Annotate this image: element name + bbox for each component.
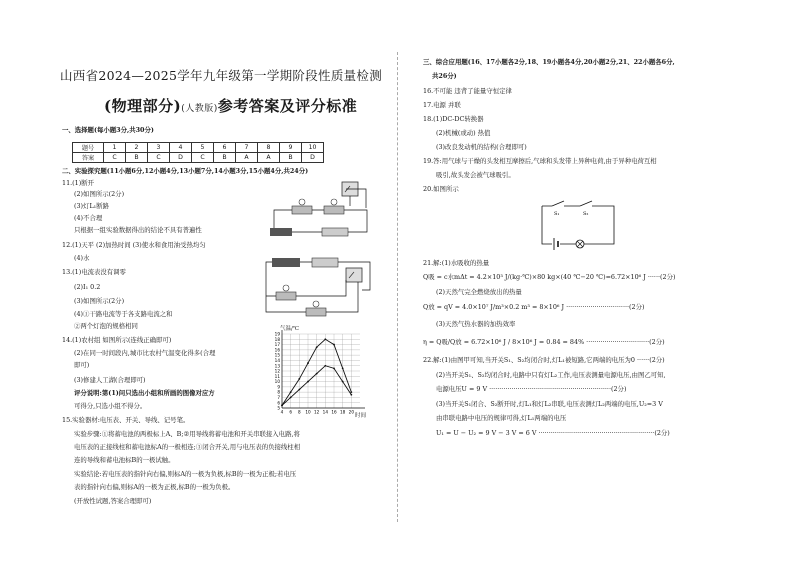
- chart-y-tick-label: 17: [274, 342, 280, 348]
- chart-y-tick-label: 12: [274, 368, 280, 374]
- chart-point: [298, 378, 300, 380]
- switch-s1-icon: [552, 201, 564, 206]
- chart-point: [316, 373, 318, 375]
- q13-circuit-figure: [262, 250, 382, 325]
- answer-line: Q吸 = c水mΔt = 4.2×10³ J/(kg·℃)×80 kg×(40 ℃−20 ℃)=6.72×10⁶ J ······(2分): [423, 273, 676, 281]
- table-cell: A: [258, 153, 280, 163]
- answer-line: 12.(1)天平 (2)加热时间 (3)使水和食用油受热均匀: [62, 241, 206, 249]
- chart-y-tick-label: 19: [274, 331, 280, 337]
- table-cell: 8: [258, 143, 280, 153]
- chart-y-tick-label: 14: [274, 358, 280, 364]
- chart-point: [350, 394, 352, 396]
- table-cell: 5: [192, 143, 214, 153]
- chart-y-tick-label: 10: [274, 379, 280, 385]
- table-row: [73, 153, 324, 163]
- chart-x-tick-label: 12: [313, 409, 320, 415]
- answer-line: 22.解:(1)由图甲可知,当开关S₁、S₂均闭合时,灯L₁被短路,它两端的电压为0 ······(2分): [423, 356, 665, 364]
- battery-icon: [270, 228, 292, 236]
- chart-x-tick-label: 18: [339, 409, 346, 415]
- table-cell: B: [214, 153, 236, 163]
- column-divider: [397, 52, 398, 522]
- switch-icon: [322, 228, 348, 236]
- answer-line: 18.(1)DC-DC转换器: [423, 115, 484, 123]
- answer-line: 17.电源 并联: [423, 101, 461, 109]
- answer-line: (4)水: [74, 254, 90, 262]
- lamp-l1-icon: [276, 292, 296, 300]
- table-cell: C: [192, 153, 214, 163]
- circuit-label-s2: S₂: [583, 211, 589, 217]
- chart-point: [307, 381, 309, 383]
- answer-line: 实验结论:若电压表的指针向右偏,则标A的一极为负极,标B的一极为正极;若电压: [74, 470, 297, 478]
- switch-s2-icon: [580, 201, 592, 206]
- answer-line: (3)当开关S₁闭合、S₂断开时,灯L₁和灯L₂串联,电压表测灯L₂两端的电压,U₂=3 V: [436, 400, 663, 408]
- chart-point: [333, 367, 335, 369]
- chart-point: [333, 344, 335, 346]
- chart-svg: [268, 326, 368, 418]
- table-cell: 题号: [73, 143, 104, 153]
- chart-x-tick-label: 20: [348, 409, 355, 415]
- table-cell: A: [236, 153, 258, 163]
- chart-y-tick-label: 9: [277, 384, 280, 390]
- answer-line: (3)改良发动机的结构(合理即可): [436, 143, 527, 151]
- answer-table: [72, 142, 324, 163]
- answer-line: 11.(1)断开: [62, 179, 94, 187]
- chart-y-tick-label: 13: [274, 363, 280, 369]
- battery-icon: [272, 258, 300, 267]
- table-cell: C: [104, 153, 126, 163]
- temperature-chart: [268, 326, 368, 418]
- answer-line: (3)修建人工湖(合理即可): [74, 376, 146, 384]
- chart-point: [298, 389, 300, 391]
- chart-y-tick-label: 5: [277, 405, 280, 411]
- table-row: [73, 143, 324, 153]
- table-cell: 2: [126, 143, 148, 153]
- chart-y-tick-label: 7: [277, 395, 280, 401]
- answer-line: (2)在同一时间段内,城市比农村气温变化得多(合理: [74, 349, 216, 357]
- answer-line: (开放性试题,答案合理即可): [74, 497, 152, 505]
- answer-line: Q放 = qV = 4.0×10⁷ J/m³×0.2 m³ = 8×10⁶ J ·······························(2分): [423, 303, 645, 311]
- answer-line: 实验步骤:①将蓄电池的两极标上A、B;②用导线将蓄电池和开关串联接入电路,将: [74, 430, 300, 438]
- chart-point: [290, 397, 292, 399]
- answer-line: (2)如图所示(2分): [74, 190, 125, 198]
- answer-line: 15.实验器材:电压表、开关、导线、记号笔。: [62, 416, 190, 424]
- table-cell: 1: [104, 143, 126, 153]
- chart-y-tick-label: 16: [274, 347, 280, 353]
- table-cell: B: [126, 153, 148, 163]
- answer-line: 连的导线和蓄电池标B的一极试触。: [74, 456, 175, 464]
- document-title: 山西省2024—2025学年九年级第一学期阶段性质量检测: [60, 68, 383, 83]
- table-cell: 10: [302, 143, 324, 153]
- answer-line: 13.(1)电流表没有调零: [62, 268, 126, 276]
- answer-line: 由串联电路中电压的规律可得,灯L₁两端的电压: [436, 414, 567, 422]
- chart-y-tick-label: 8: [277, 389, 280, 395]
- answer-line: (2)当开关S₁、S₂均闭合时,电路中只有灯L₂工作,电压表测量电源电压,由图乙可知,: [436, 371, 666, 379]
- chart-point: [316, 346, 318, 348]
- table-cell: B: [280, 153, 302, 163]
- chart-x-tick-label: 4: [280, 409, 284, 415]
- answer-line: 吸引,故头发会被气球吸引。: [436, 171, 515, 179]
- switch-icon: [312, 258, 338, 267]
- section1-heading: 一、选择题(每小题3分,共30分): [62, 126, 154, 134]
- lamp-l2-icon: [306, 308, 326, 316]
- table-cell: 6: [214, 143, 236, 153]
- chart-x-tick-label: 8: [297, 409, 301, 415]
- answer-line: (4)不合理: [74, 214, 103, 222]
- answer-line: 14.(1)农村组 如图所示(连线正确即可): [62, 336, 172, 344]
- chart-point: [324, 365, 326, 367]
- answer-line: 20.如图所示: [423, 185, 459, 193]
- answer-line: (2)I₁ 0.2: [74, 283, 101, 291]
- chart-y-tick-label: 11: [274, 373, 280, 379]
- table-cell: D: [302, 153, 324, 163]
- chart-x-tick-label: 6: [289, 409, 293, 415]
- subtitle-rest: 参考答案及评分标准: [217, 97, 358, 115]
- answer-line: 19.答:用气球与干燥的头发相互摩擦后,气球和头发带上异种电荷,由于异种电荷互相: [423, 157, 657, 165]
- document-subtitle: [104, 95, 357, 116]
- chart-x-tick-label: 10: [305, 409, 311, 415]
- answer-line: 电源电压U = 9 V ····························································(2分): [436, 385, 627, 393]
- chart-x-axis-label: 时间: [355, 413, 367, 419]
- answer-line: 评分说明:第(1)问只选出小组和所画的图像对应方: [74, 389, 215, 397]
- answer-line: 电压表的正接线柱和蓄电池标A的一极相连;③闭合开关,用与电压表的负接线柱相: [74, 443, 301, 451]
- q11-circuit-figure: [262, 178, 382, 248]
- answer-line: ②两个灯泡的规格相同: [74, 322, 138, 330]
- chart-y-tick-label: 6: [277, 400, 280, 406]
- chart-point: [290, 391, 292, 393]
- table-cell: 答案: [73, 153, 104, 163]
- chart-x-tick-label: 14: [322, 409, 329, 415]
- table-cell: 9: [280, 143, 302, 153]
- table-cell: 7: [236, 143, 258, 153]
- answer-line: 即可): [74, 361, 90, 369]
- chart-point: [324, 338, 326, 340]
- answer-line: (3)灯L₁断路: [74, 202, 110, 210]
- chart-point: [281, 404, 283, 406]
- answer-line: (2)机械(或动) 热值: [436, 129, 491, 137]
- ammeter-icon: [346, 268, 362, 282]
- section2-heading: 二、实验探究题(11小题6分,12小题4分,13小题7分,14小题3分,15小题4分,共24分): [62, 167, 309, 175]
- answer-line: (2)天然气完全燃烧放出的热量: [436, 288, 522, 296]
- subtitle-main: (物理部分): [104, 97, 182, 115]
- table-cell: 4: [170, 143, 192, 153]
- chart-y-tick-label: 18: [274, 336, 280, 342]
- lamp-l2-icon: [324, 206, 344, 214]
- section3-heading-cont: 共26分): [432, 72, 457, 80]
- lamp-l1-icon: [292, 206, 312, 214]
- answer-line: 16.不可能 违背了能量守恒定律: [423, 87, 512, 95]
- chart-point: [342, 381, 344, 383]
- chart-point: [350, 391, 352, 393]
- table-cell: C: [148, 153, 170, 163]
- table-cell: 3: [148, 143, 170, 153]
- subtitle-edition: (人教版): [181, 104, 218, 114]
- section3-heading: 三、综合应用题(16、17小题各2分,18、19小题各4分,20小题2分,21、22小题各6分,: [423, 58, 675, 66]
- answer-line: (3)天然气热水器的加热效率: [436, 320, 516, 328]
- answer-line: 只根据一组实验数据得出的结论不具有普遍性: [74, 226, 202, 234]
- answer-line: (3)如图所示(2分): [74, 297, 125, 305]
- answer-line: η = Q吸/Q放 = 6.72×10⁶ J / 8×10⁶ J = 0.84 = 84% ·······························(2分): [423, 338, 665, 346]
- table-cell: D: [170, 153, 192, 163]
- q20-circuit-diagram: [538, 198, 618, 252]
- chart-y-tick-label: 15: [274, 352, 280, 358]
- answer-line: 可得分,只选小组不得分。: [74, 402, 147, 410]
- answer-line: (4)①干路电流等于各支路电流之和: [74, 310, 173, 318]
- chart-y-axis-label: 气温/℃: [280, 326, 300, 332]
- answer-line: U₁ = U − U₂ = 9 V − 3 V = 6 V ·························································(2分): [436, 429, 670, 437]
- answer-line: 21.解:(1)水吸收的热量: [423, 259, 490, 267]
- chart-x-tick-label: 16: [331, 409, 337, 415]
- circuit-label-s1: S₁: [554, 211, 560, 217]
- answer-line: 表的指针向右偏,则标A的一极为正极,标B的一极为负极。: [74, 483, 235, 491]
- chart-point: [307, 362, 309, 364]
- chart-point: [342, 367, 344, 369]
